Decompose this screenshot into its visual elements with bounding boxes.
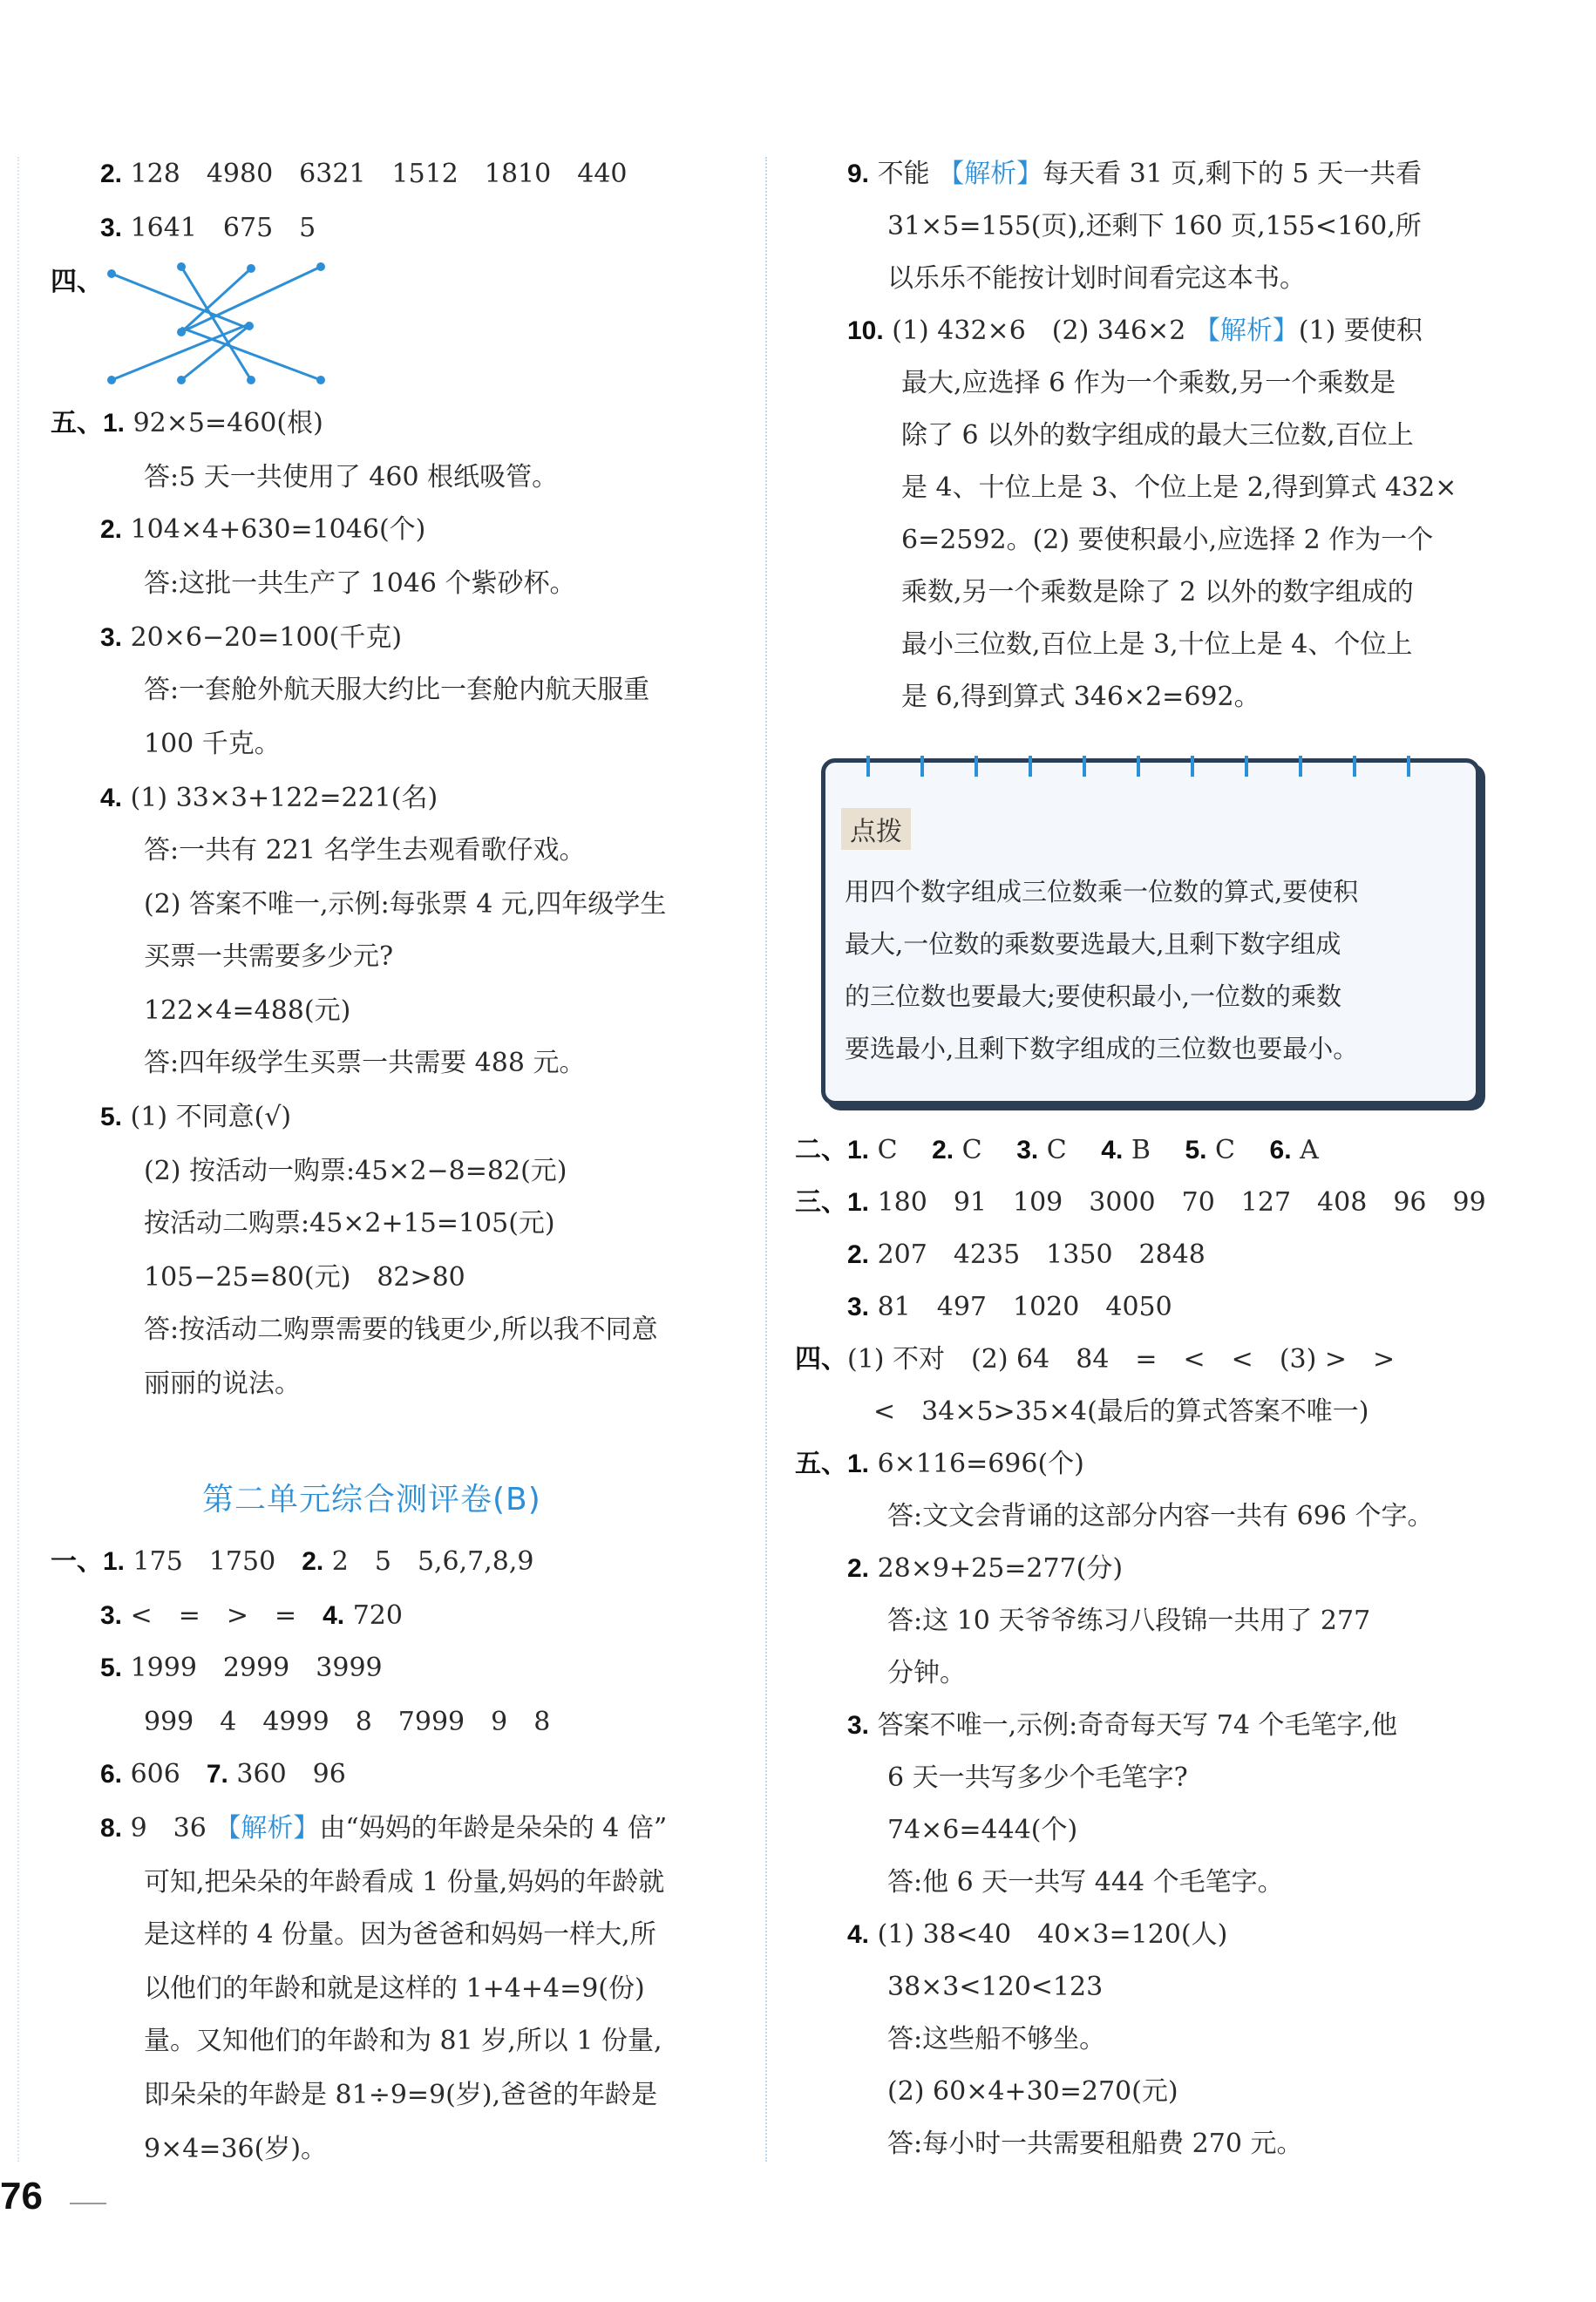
match-dot xyxy=(247,376,255,384)
answer-line: 可知,把朵朵的年龄看成 1 份量,妈妈的年龄就 xyxy=(144,1867,665,1898)
answer-line: 乘数,另一个乘数是除了 2 以外的数字组成的 xyxy=(901,577,1414,608)
answer-line: 3. 81 497 1020 4050 xyxy=(847,1292,1172,1322)
answer-line: 答:他 6 天一共写 444 个毛笔字。 xyxy=(887,1867,1284,1898)
answer-line: 即朵朵的年龄是 81÷9=9(岁),爸爸的年龄是 xyxy=(144,2080,658,2110)
match-line xyxy=(181,328,247,380)
answer-line: 6=2592。(2) 要使积最小,应选择 2 作为一个 xyxy=(901,525,1434,555)
answer-line: 答:一套舱外航天服大约比一套舱内航天服重 xyxy=(144,675,650,705)
answer-line: 以乐乐不能按计划时间看完这本书。 xyxy=(887,263,1306,294)
answer-line: 四、(1) 不对 (2) 64 84 = < < (3) > > xyxy=(795,1344,1396,1375)
answer-line: 最大,应选择 6 作为一个乘数,另一个乘数是 xyxy=(901,368,1396,398)
match-dot xyxy=(316,376,325,384)
match-dot xyxy=(177,328,186,336)
match-dot xyxy=(245,322,254,330)
binder-ring-icon xyxy=(1075,744,1094,778)
answer-line: 是这样的 4 份量。因为爸爸和妈妈一样大,所 xyxy=(144,1919,656,1950)
answer-line: 5. (1) 不同意(√) xyxy=(100,1102,292,1132)
answer-line: 答:这 10 天爷爷练习八段锦一共用了 277 xyxy=(887,1606,1371,1636)
answer-line: 以他们的年龄和就是这样的 1+4+4=9(份) xyxy=(144,1973,645,2004)
answer-line: 4. (1) 38<40 40×3=120(人) xyxy=(847,1919,1228,1950)
tip-header: 点拨 xyxy=(841,808,911,850)
answer-line: 6 天一共写多少个毛笔字? xyxy=(887,1762,1188,1793)
column-divider xyxy=(765,157,767,2162)
answer-line: 买票一共需要多少元? xyxy=(144,941,394,972)
tip-line: 的三位数也要最大;要使积最小,一位数的乘数 xyxy=(845,981,1341,1011)
answer-line: 答:一共有 221 名学生去观看歌仔戏。 xyxy=(144,835,586,866)
answer-line: 122×4=488(元) xyxy=(144,995,351,1026)
answer-line: 9. 不能 【解析】每天看 31 页,剩下的 5 天一共看 xyxy=(847,159,1423,189)
answer-line: (2) 60×4+30=270(元) xyxy=(887,2076,1178,2107)
answer-line: 2. 104×4+630=1046(个) xyxy=(100,514,426,545)
answer-line: 2. 207 4235 1350 2848 xyxy=(847,1239,1205,1270)
answer-line: 5. 1999 2999 3999 xyxy=(100,1653,383,1683)
answer-line: 3. < = > = 4. 720 xyxy=(100,1600,403,1631)
binder-ring-icon xyxy=(1129,744,1148,778)
tip-notebook-box xyxy=(821,758,1480,1105)
answer-line: 一、1. 175 1750 2. 2 5 5,6,7,8,9 xyxy=(51,1546,534,1577)
answer-line: 10. (1) 432×6 (2) 346×2 【解析】(1) 要使积 xyxy=(847,316,1423,346)
answer-line: 31×5=155(页),还剩下 160 页,155<160,所 xyxy=(887,211,1422,241)
answer-line: 8. 9 36 【解析】由“妈妈的年龄是朵朵的 4 倍” xyxy=(100,1813,668,1844)
answer-line: (2) 答案不唯一,示例:每张票 4 元,四年级学生 xyxy=(144,889,667,920)
answer-line: 四、 xyxy=(51,268,103,296)
match-dot xyxy=(177,262,186,271)
answer-line: 38×3<120<123 xyxy=(887,1972,1104,2002)
answer-line: 五、1. 92×5=460(根) xyxy=(51,408,323,438)
match-dot xyxy=(316,262,325,271)
binder-ring-icon xyxy=(859,744,878,778)
answer-line: 105−25=80(元) 82>80 xyxy=(144,1262,465,1293)
answer-line: 999 4 4999 8 7999 9 8 xyxy=(144,1707,551,1737)
binder-ring-icon xyxy=(1291,744,1310,778)
answer-line: 按活动二购票:45×2+15=105(元) xyxy=(144,1208,555,1239)
match-line xyxy=(181,328,321,380)
answer-line: (2) 按活动一购票:45×2−8=82(元) xyxy=(144,1156,567,1186)
answer-line: 答:这些船不够坐。 xyxy=(887,2024,1106,2054)
match-dot xyxy=(177,376,186,384)
binder-ring-icon xyxy=(1237,744,1256,778)
binder-ring-icon xyxy=(967,744,986,778)
match-dot xyxy=(247,264,255,273)
tip-line: 要选最小,且剩下数字组成的三位数也要最小。 xyxy=(845,1034,1359,1063)
answer-line: 答:这批一共生产了 1046 个紫砂杯。 xyxy=(144,568,576,599)
answer-line: 量。又知他们的年龄和为 81 岁,所以 1 份量, xyxy=(144,2026,662,2056)
binder-ring-icon xyxy=(1021,744,1040,778)
answer-line: 4. (1) 33×3+122=221(名) xyxy=(100,783,438,813)
page-number-rule xyxy=(70,2203,106,2204)
answer-line: 74×6=444(个) xyxy=(887,1815,1078,1845)
answer-line: 2. 128 4980 6321 1512 1810 440 xyxy=(100,159,628,189)
answer-line: 3. 答案不唯一,示例:奇奇每天写 74 个毛笔字,他 xyxy=(847,1710,1398,1741)
match-dot xyxy=(107,376,116,384)
binder-ring-icon xyxy=(1399,744,1418,778)
answer-line: 答:四年级学生买票一共需要 488 元。 xyxy=(144,1048,586,1078)
binder-ring-icon xyxy=(1345,744,1364,778)
binder-ring-icon xyxy=(1183,744,1202,778)
binder-ring-icon xyxy=(913,744,932,778)
answer-line: 除了 6 以外的数字组成的最大三位数,百位上 xyxy=(901,420,1414,451)
answer-line: 答:每小时一共需要租船费 270 元。 xyxy=(887,2129,1303,2159)
matching-diagram xyxy=(103,258,338,389)
answer-line: 3. 20×6−20=100(千克) xyxy=(100,622,403,653)
answer-line: < 34×5>35×4(最后的算式答案不唯一) xyxy=(873,1396,1369,1427)
answer-line: 丽丽的说法。 xyxy=(144,1368,301,1399)
answer-line: 答:5 天一共使用了 460 根纸吸管。 xyxy=(144,462,559,492)
section-title: 第二单元综合测评卷(B) xyxy=(202,1482,541,1518)
answer-line: 3. 1641 675 5 xyxy=(100,213,316,243)
answer-line: 分钟。 xyxy=(887,1658,966,1688)
match-line xyxy=(112,274,247,328)
answer-line: 二、1. C 2. C 3. C 4. B 5. C 6. A xyxy=(795,1135,1319,1165)
answer-line: 2. 28×9+25=277(分) xyxy=(847,1553,1124,1584)
answer-line: 三、1. 180 91 109 3000 70 127 408 96 99 xyxy=(795,1187,1486,1218)
answer-line: 最小三位数,百位上是 3,十位上是 4、个位上 xyxy=(901,629,1413,660)
answer-line: 100 千克。 xyxy=(144,729,281,759)
tip-line: 最大,一位数的乘数要选最大,且剩下数字组成 xyxy=(845,929,1341,959)
left-margin-rule xyxy=(17,157,19,2162)
answer-line: 答:按活动二购票需要的钱更少,所以我不同意 xyxy=(144,1314,658,1345)
tip-line: 用四个数字组成三位数乘一位数的算式,要使积 xyxy=(845,877,1359,907)
answer-line: 6. 606 7. 360 96 xyxy=(100,1759,346,1789)
answer-line: 是 6,得到算式 346×2=692。 xyxy=(901,682,1260,712)
answer-line: 9×4=36(岁)。 xyxy=(144,2134,328,2164)
match-dot xyxy=(107,269,116,278)
answer-line: 五、1. 6×116=696(个) xyxy=(795,1449,1084,1479)
answer-line: 是 4、十位上是 3、个位上是 2,得到算式 432× xyxy=(901,472,1457,503)
answer-line: 答:文文会背诵的这部分内容一共有 696 个字。 xyxy=(887,1501,1434,1531)
page-number: 76 xyxy=(0,2175,43,2217)
